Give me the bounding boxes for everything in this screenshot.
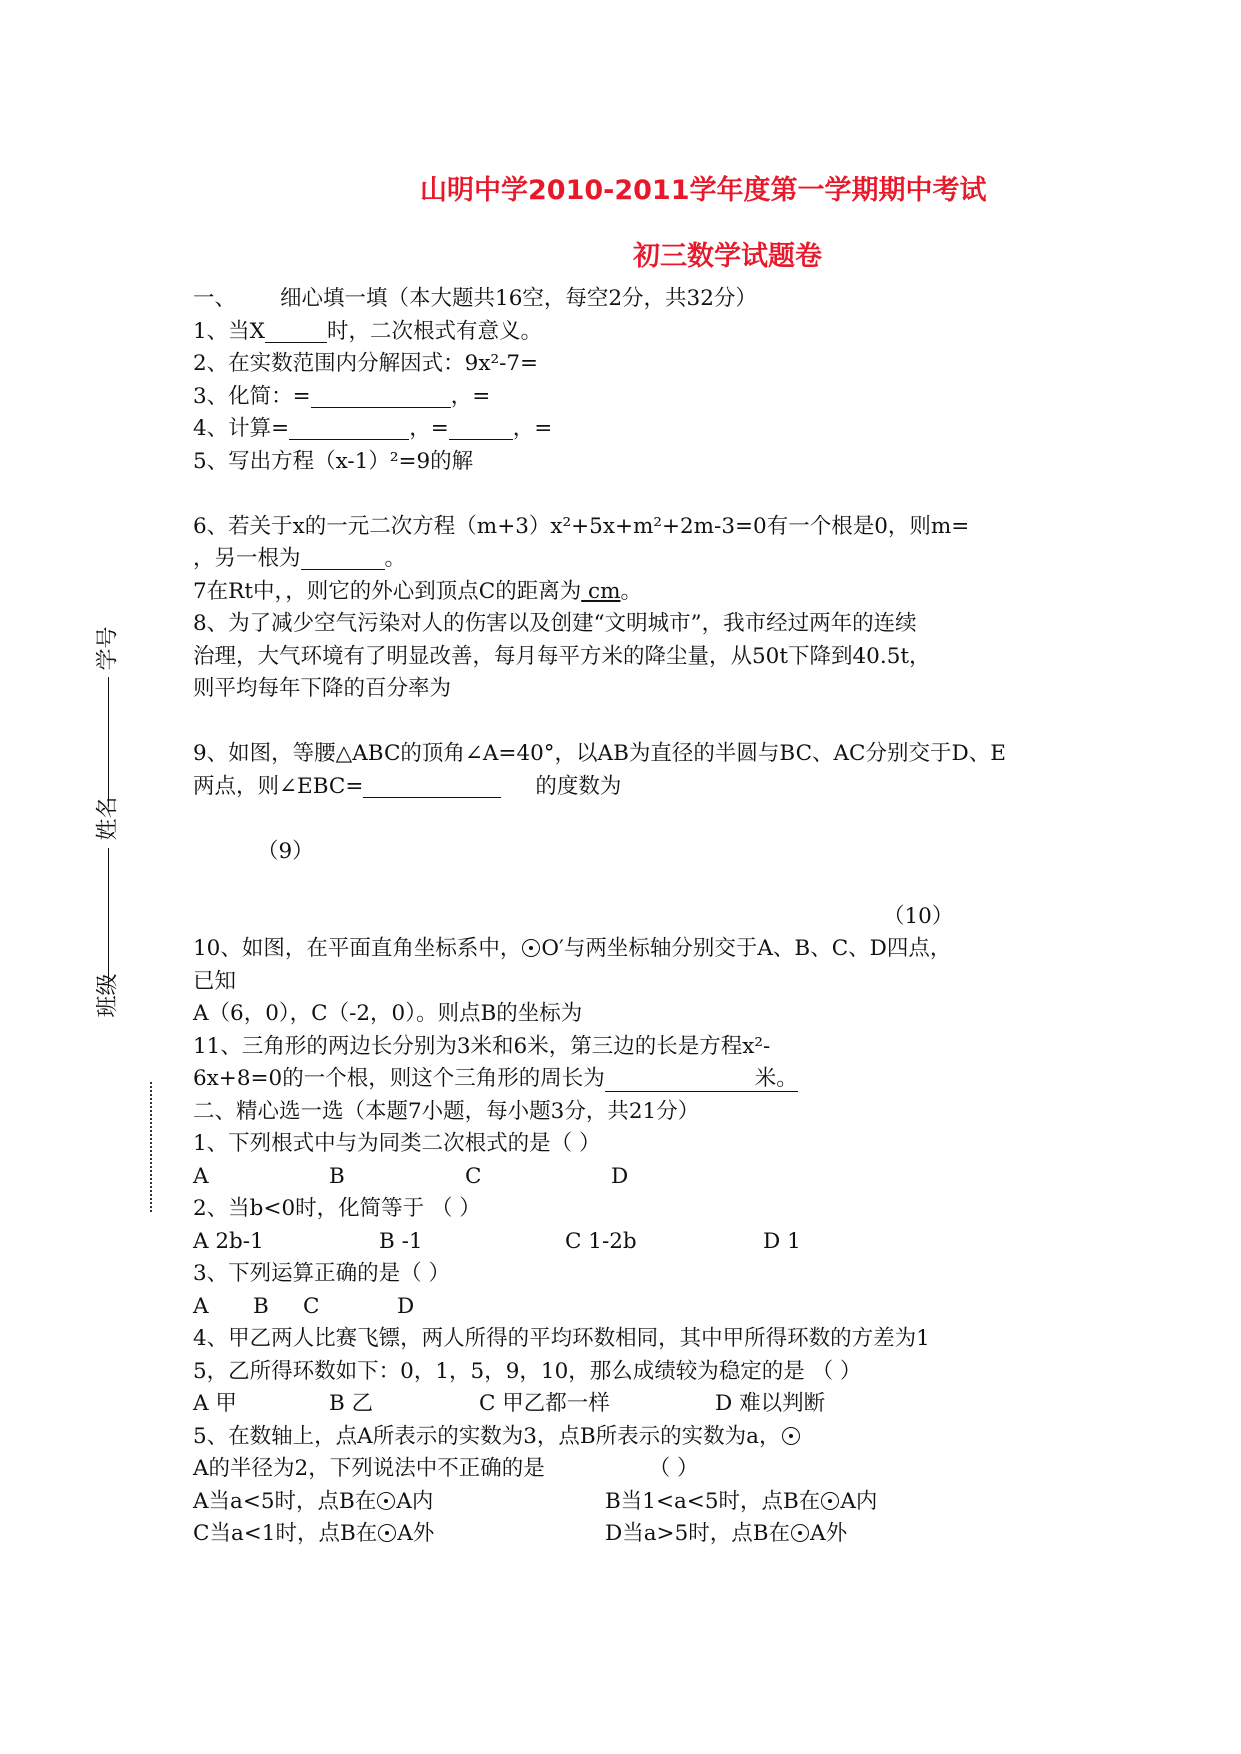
exam-title: 山明中学2010-2011学年度第一学期期中考试	[420, 175, 987, 206]
question-2-4: 4、甲乙两人比赛飞镖，两人所得的平均环数相同，其中甲所得环数的方差为1	[193, 1326, 930, 1351]
question-2-5-cont: A的半径为2，下列说法中不正确的是 （ ）	[193, 1456, 699, 1481]
question-1-10-line3: A（6，0），C（-2，0）。则点B的坐标为	[193, 1001, 583, 1026]
question-1-9: 9、如图，等腰△ABC的顶角∠A=40°，以AB为直径的半圆与BC、AC分别交于D、E	[193, 741, 1006, 766]
question-2-5-options-cd: C当a<1时，点B在 A外 D当a>5时，点B在 A外	[193, 1521, 848, 1546]
question-1-5: 5、写出方程（x-1）²=9的解	[193, 448, 474, 474]
question-2-3-options: A B C D	[193, 1293, 415, 1319]
question-1-3: 3、化简：= ，=	[193, 383, 491, 409]
question-1-9-cont: 两点，则∠EBC= 的度数为	[193, 773, 622, 799]
side-label-name: 姓名	[95, 796, 121, 841]
question-2-4-cont: 5，乙所得环数如下：0，1，5，9，10，那么成绩较为稳定的是 （ ）	[193, 1358, 862, 1384]
circle-dot-icon	[821, 1492, 839, 1510]
question-1-6: 6、若关于x的一元二次方程（m+3）x²+5x+m²+2m-3=0有一个根是0，则m=	[193, 513, 970, 539]
question-2-2-options: A 2b-1 B -1 C 1-2b D 1	[193, 1228, 801, 1254]
question-1-7: 7在Rt中，，则它的外心到顶点C的距离为 cm。	[193, 578, 642, 604]
question-1-8-line2: 治理，大气环境有了明显改善，每月每平方米的降尘量，从50t下降到40.5t，	[193, 643, 931, 669]
question-1-11: 11、三角形的两边长分别为3米和6米，第三边的长是方程x²-	[193, 1033, 771, 1059]
binding-dotted-line	[150, 1082, 152, 1212]
circle-dot-icon	[377, 1492, 395, 1510]
question-2-4-options: A 甲 B 乙 C 甲乙都一样 D 难以判断	[193, 1391, 826, 1416]
circle-dot-icon	[791, 1524, 809, 1542]
section1-heading: 一、 细心填一填（本大题共16空，每空2分，共32分）	[193, 286, 757, 311]
question-1-8-line3: 则平均每年下降的百分率为	[193, 676, 452, 701]
name-line	[108, 848, 109, 988]
figure-9-label: （9）	[257, 838, 314, 864]
figure-10-label: （10）	[883, 903, 954, 929]
question-1-11-cont: 6x+8=0的一个根，则这个三角形的周长为 米。	[193, 1066, 798, 1091]
question-1-10: 10、如图，在平面直角坐标系中， O′与两坐标轴分别交于A、B、C、D四点，	[193, 936, 952, 961]
question-2-1-options: A B C D	[193, 1163, 629, 1189]
exam-body	[193, 283, 1073, 1551]
question-2-1: 1、下列根式中与为同类二次根式的是（ ）	[193, 1131, 601, 1156]
question-2-3: 3、下列运算正确的是（ ）	[193, 1261, 451, 1286]
circle-dot-icon	[522, 939, 540, 957]
circle-dot-icon	[782, 1427, 800, 1445]
question-2-2: 2、当b<0时，化简等于 （ ）	[193, 1196, 481, 1221]
section2-heading: 二、精心选一选（本题7小题，每小题3分，共21分）	[193, 1098, 700, 1124]
side-label-class: 班级	[95, 973, 121, 1018]
question-1-4: 4、计算= ，= ，=	[193, 416, 553, 441]
question-2-5: 5、在数轴上，点A所表示的实数为3，点B所表示的实数为a，	[193, 1421, 1073, 1454]
circle-dot-icon	[378, 1524, 396, 1542]
side-label-student-no: 学号	[95, 626, 121, 671]
question-1-8: 8、为了减少空气污染对人的伤害以及创建“文明城市”，我市经过两年的连续	[193, 611, 917, 636]
question-1-1: 1、当X 时，二次根式有意义。	[193, 318, 543, 344]
student-no-line	[108, 677, 109, 807]
question-1-6-cont: ，另一根为 。	[193, 546, 407, 571]
question-1-10-cont: 已知	[193, 968, 237, 994]
exam-subtitle: 初三数学试题卷	[633, 241, 822, 272]
question-2-5-options-ab: A当a<5时，点B在 A内 B当1<a<5时，点B在 A内	[193, 1488, 878, 1514]
question-1-2: 2、在实数范围内分解因式：9x²-7=	[193, 351, 539, 376]
